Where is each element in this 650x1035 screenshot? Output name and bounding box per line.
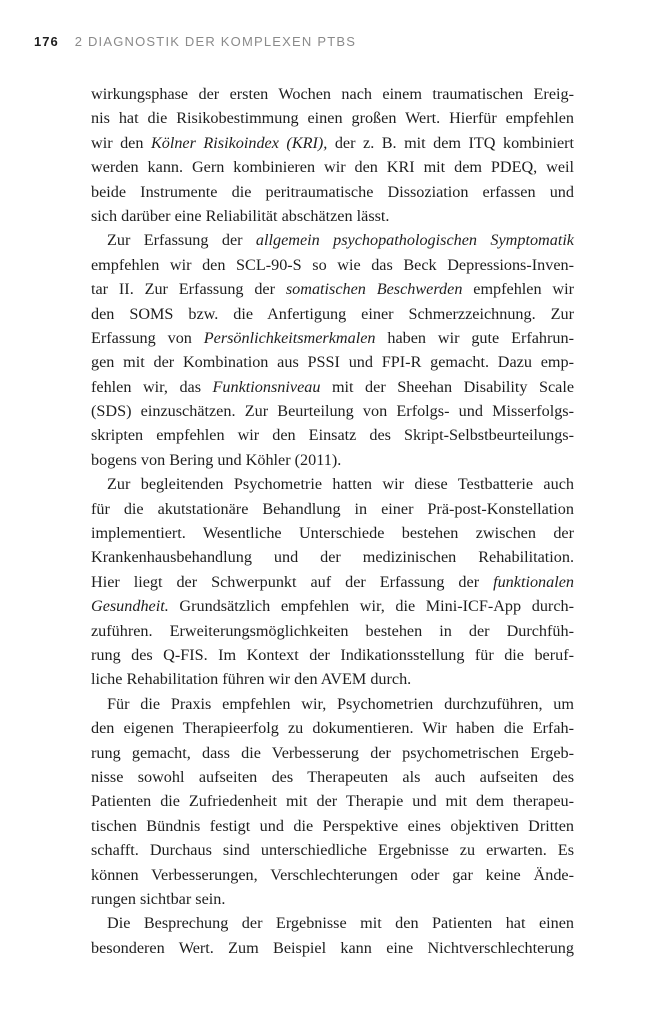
text-line: [91, 106, 574, 130]
italic-text: Kölner Risikoindex (KRI),: [150, 133, 328, 152]
text-line: [91, 545, 574, 569]
text-segment: Die Besprechung der Ergebnisse mit den Patienten hat einen: [107, 914, 574, 933]
text-line: [91, 570, 574, 594]
text-segment: können Verbesserungen, Verschlechterungen oder gar keine Ände-: [91, 865, 574, 884]
text-line: [91, 741, 574, 765]
text-segment: schafft. Durchaus sind unterschiedliche Ergebnisse zu erwarten. Es: [91, 841, 574, 860]
italic-text: Funktionsniveau: [212, 377, 321, 396]
text-segment: wir den: [91, 133, 151, 152]
text-line: [91, 936, 574, 960]
text-line: [91, 667, 574, 691]
text-line: [91, 838, 574, 862]
text-segment: besonderen Wert. Zum Beispiel kann eine Nichtverschlechterung: [91, 938, 574, 957]
text-line: [91, 253, 574, 277]
text-line: [91, 497, 574, 521]
text-segment: implementiert. Wesentliche Unterschiede bestehen zwischen der: [91, 524, 574, 543]
text-segment: den eigenen Therapieerfolg zu dokumentieren. Wir haben die Erfah-: [91, 719, 574, 738]
text-segment: beide Instrumente die peritraumatische Dissoziation erfassen und: [91, 182, 574, 201]
text-line: [91, 814, 574, 838]
text-segment: zuführen. Erweiterungsmöglichkeiten bestehen in der Durchfüh-: [91, 621, 574, 640]
text-segment: Grundsätzlich empfehlen wir, die Mini-ICF-App durch-: [168, 597, 574, 616]
text-line: [91, 619, 574, 643]
text-segment: rung gemacht, dass die Verbesserung der psychometrischen Ergeb-: [91, 743, 574, 762]
text-line: [91, 82, 574, 106]
text-segment: tar II. Zur Erfassung der: [91, 280, 286, 299]
text-line: [91, 692, 574, 716]
text-segment: tischen Bündnis festigt und die Perspektive eines objektiven Dritten: [91, 816, 574, 835]
italic-text: funktionalen: [493, 572, 574, 591]
text-segment: nis hat die Risikobestimmung einen großen Wert. Hierfür empfehlen: [91, 109, 574, 128]
text-line: [91, 911, 574, 935]
text-line: [91, 326, 574, 350]
text-line: [91, 716, 574, 740]
text-segment: rungen sichtbar sein.: [91, 889, 226, 908]
text-segment: Hier liegt der Schwerpunkt auf der Erfassung der: [91, 572, 494, 591]
text-segment: gen mit der Kombination aus PSSI und FPI-R gemacht. Dazu emp-: [91, 353, 574, 372]
body-text: [91, 82, 574, 960]
chapter-title: 2 DIAGNOSTIK DER KOMPLEXEN PTBS: [74, 34, 357, 49]
text-segment: Zur begleitenden Psychometrie hatten wir diese Testbatterie auch: [107, 475, 574, 494]
text-line: [91, 180, 574, 204]
text-line: [91, 594, 574, 618]
italic-text: Gesundheit.: [91, 597, 169, 616]
text-line: [91, 521, 574, 545]
text-line: [91, 277, 574, 301]
text-segment: Krankenhausbehandlung und der medizinischen Rehabilitation.: [91, 548, 574, 567]
text-line: [91, 789, 574, 813]
text-segment: bogens von Bering und Köhler (2011).: [91, 450, 342, 469]
text-segment: (SDS) einzuschätzen. Zur Beurteilung von Erfolgs- und Misserfolgs-: [91, 402, 574, 421]
text-line: [91, 204, 574, 228]
text-segment: skripten empfehlen wir den Einsatz des Skript-Selbstbeurteilungs-: [91, 426, 574, 445]
text-line: [91, 131, 574, 155]
text-line: [91, 375, 574, 399]
text-segment: sich darüber eine Reliabilität abschätzen lässt.: [91, 206, 390, 225]
text-line: [91, 448, 574, 472]
text-segment: werden kann. Gern kombinieren wir den KRI mit dem PDEQ, weil: [91, 158, 574, 177]
text-segment: Zur Erfassung der: [107, 231, 256, 250]
running-head: [34, 34, 356, 54]
text-segment: haben wir gute Erfahrun-: [375, 328, 574, 347]
text-segment: für die akutstationäre Behandlung in einer Prä-post-Konstellation: [91, 499, 574, 518]
text-line: [91, 155, 574, 179]
text-line: [91, 228, 574, 252]
text-line: [91, 350, 574, 374]
text-segment: nisse sowohl aufseiten des Therapeuten als auch aufseiten des: [91, 767, 574, 786]
italic-text: Persönlichkeitsmerkmalen: [203, 328, 376, 347]
text-segment: Patienten die Zufriedenheit mit der Therapie und mit dem therapeu-: [91, 792, 574, 811]
text-line: [91, 423, 574, 447]
text-segment: der z. B. mit dem ITQ kombiniert: [327, 133, 575, 152]
text-line: [91, 863, 574, 887]
italic-text: somatischen Beschwerden: [285, 280, 463, 299]
text-line: [91, 887, 574, 911]
text-segment: wirkungsphase der ersten Wochen nach einem traumatischen Ereig-: [91, 85, 574, 103]
italic-text: allgemein psychopathologischen Symptomatik: [255, 231, 574, 250]
text-line: [91, 643, 574, 667]
text-line: [91, 302, 574, 326]
text-line: [91, 399, 574, 423]
text-segment: liche Rehabilitation führen wir den AVEM durch.: [91, 670, 412, 689]
text-segment: fehlen wir, das: [91, 377, 213, 396]
page-number: 176: [34, 34, 59, 49]
text-segment: empfehlen wir: [462, 280, 574, 299]
text-line: [91, 472, 574, 496]
text-segment: mit der Sheehan Disability Scale: [320, 377, 575, 396]
text-line: [91, 765, 574, 789]
text-segment: Für die Praxis empfehlen wir, Psychometrien durchzuführen, um: [107, 694, 574, 713]
text-segment: empfehlen wir den SCL-90-S so wie das Beck Depressions-Inven-: [91, 255, 574, 274]
text-segment: rung des Q-FIS. Im Kontext der Indikationsstellung für die beruf-: [91, 645, 574, 664]
text-segment: Erfassung von: [91, 328, 204, 347]
text-segment: den SOMS bzw. die Anfertigung einer Schmerzzeichnung. Zur: [91, 304, 574, 323]
